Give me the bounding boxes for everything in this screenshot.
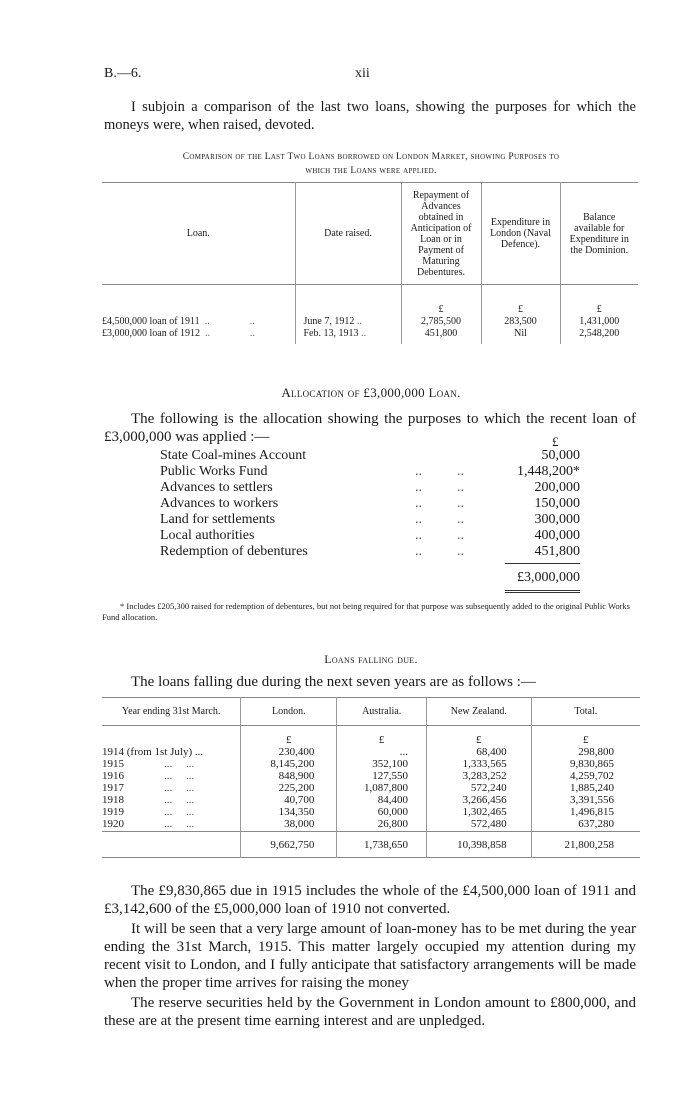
currency-symbol: £ <box>337 726 427 746</box>
table-row: 1918 ... ... 40,700 84,400 3,266,456 3,391,556 <box>102 794 640 806</box>
date-cell: June 7, 1912 .. <box>295 315 401 328</box>
col-loan-header: Loan. <box>102 183 295 285</box>
repayment-cell: 451,800 <box>401 328 481 344</box>
london-total: 9,662,750 <box>241 832 337 858</box>
table-row: 1919 ... ... 134,350 60,000 1,302,465 1,496,815 <box>102 806 640 818</box>
allocation-title: Allocation of £3,000,000 Loan. <box>281 385 461 400</box>
list-item: Land for settlements .. .. 300,000 <box>160 512 580 527</box>
allocation-list <box>160 448 580 560</box>
col-balance-header: Balance available for Expenditure in the Dominion. <box>560 183 638 285</box>
loans-due-table <box>102 697 640 858</box>
col-australia-header: Australia. <box>337 698 427 726</box>
year-cell: 1919 ... ... <box>102 805 195 818</box>
closing-paragraph-3: The reserve securities held by the Government in London amount to £800,000, and these are at the present time earning interest and are unpledged. <box>104 995 636 1029</box>
balance-cell: 1,431,000 <box>560 315 638 328</box>
table-row <box>102 315 638 328</box>
report-reference: B.—6. <box>104 66 142 81</box>
grand-total: 21,800,258 <box>531 832 640 858</box>
list-item: Advances to workers .. .. 150,000 <box>160 496 580 511</box>
total-rule <box>505 563 580 564</box>
col-london-header: London. <box>241 698 337 726</box>
table-row: 1915 ... ... 8,145,200 352,100 1,333,565 9,830,865 <box>102 758 640 770</box>
comparison-title-line1: Comparison of the Last Two Loans borrowed on London Market, showing Purposes to <box>182 152 560 162</box>
intro-paragraph: I subjoin a comparison of the last two loans, showing the purposes for which the moneys were, when raised, devoted. <box>104 99 636 133</box>
loan-cell: £4,500,000 loan of 1911 .. .. <box>102 315 255 327</box>
loan-cell: £3,000,000 loan of 1912 .. .. <box>102 327 256 339</box>
currency-symbol: £ <box>401 285 481 315</box>
currency-symbol: £ <box>560 285 638 315</box>
table-row: 1920 ... ... 38,000 26,800 572,480 637,280 <box>102 818 640 832</box>
col-repayment-header: Repayment of Advances obtained in Anticipation of Loan or in Payment of Maturing Debentures. <box>401 183 481 285</box>
year-cell: 1918 ... ... <box>102 793 195 806</box>
list-item: State Coal-mines Account 50,000 <box>160 448 580 463</box>
list-item: Local authorities .. .. 400,000 <box>160 528 580 543</box>
year-cell: 1916 ... ... <box>102 769 195 782</box>
date-cell: Feb. 13, 1913 .. <box>295 328 401 344</box>
table-row <box>102 328 638 344</box>
allocation-intro: The following is the allocation showing the purposes to which the recent loan of £3,000,000 was applied :— <box>104 411 636 445</box>
comparison-title-line2: which the Loans were applied. <box>305 166 437 176</box>
loans-due-title: Loans falling due. <box>324 652 418 666</box>
expenditure-cell: 283,500 <box>481 315 560 328</box>
year-cell: 1917 ... ... <box>102 781 195 794</box>
col-expenditure-header: Expenditure in London (Naval Defence). <box>481 183 560 285</box>
loans-header-row <box>102 698 640 726</box>
allocation-footnote: * Includes £205,300 raised for redemption of debentures, but not being required for that purpose was subsequently added to the original Public Works Fund allocation. <box>102 601 630 622</box>
currency-symbol: £ <box>426 726 531 746</box>
list-item: Redemption of debentures .. .. 451,800 <box>160 544 580 559</box>
balance-cell: 2,548,200 <box>560 328 638 344</box>
loans-due-intro: The loans falling due during the next seven years are as follows :— <box>131 674 536 690</box>
table-row: 1917 ... ... 225,200 1,087,800 572,240 1,885,240 <box>102 782 640 794</box>
table-row: 1914 (from 1st July) ... 230,400 ... 68,400 298,800 <box>102 746 640 758</box>
expenditure-cell: Nil <box>481 328 560 344</box>
year-cell: 1915 ... ... <box>102 757 195 770</box>
totals-row <box>102 832 640 858</box>
nz-total: 10,398,858 <box>426 832 531 858</box>
list-item: Advances to settlers .. .. 200,000 <box>160 480 580 495</box>
comparison-title <box>102 150 640 178</box>
currency-row <box>102 285 638 315</box>
list-item: Public Works Fund .. .. 1,448,200* <box>160 464 580 479</box>
table-row: 1916 ... ... 848,900 127,550 3,283,252 4,259,702 <box>102 770 640 782</box>
allocation-total: £3,000,000 <box>517 570 580 585</box>
currency-row <box>102 726 640 746</box>
col-year-header: Year ending 31st March. <box>121 706 221 717</box>
comparison-table <box>102 182 638 344</box>
col-total-header: Total. <box>531 698 640 726</box>
total-rule <box>505 590 580 591</box>
comparison-header-row <box>102 183 638 285</box>
page-number: xii <box>355 66 370 81</box>
currency-symbol: £ <box>241 726 337 746</box>
year-cell: 1920 ... ... <box>102 817 195 830</box>
col-nz-header: New Zealand. <box>426 698 531 726</box>
closing-paragraph-1: The £9,830,865 due in 1915 includes the whole of the £4,500,000 loan of 1911 and £3,142,600 of the £5,000,000 loan of 1910 not converted. <box>104 883 636 917</box>
currency-symbol: £ <box>531 726 640 746</box>
col-date-header: Date raised. <box>295 183 401 285</box>
australia-total: 1,738,650 <box>337 832 427 858</box>
total-rule <box>505 592 580 593</box>
allocation-currency: £ <box>552 434 559 449</box>
currency-symbol: £ <box>481 285 560 315</box>
repayment-cell: 2,785,500 <box>401 315 481 328</box>
closing-paragraph-2: It will be seen that a very large amount of loan-money has to be met during the year ending the 31st March, 1915. This matter largely occupied my attention during my recent visit to London, and I fully anticipate that satisfactory arrangements will be made when the proper time arrives for raising the money <box>104 921 636 991</box>
